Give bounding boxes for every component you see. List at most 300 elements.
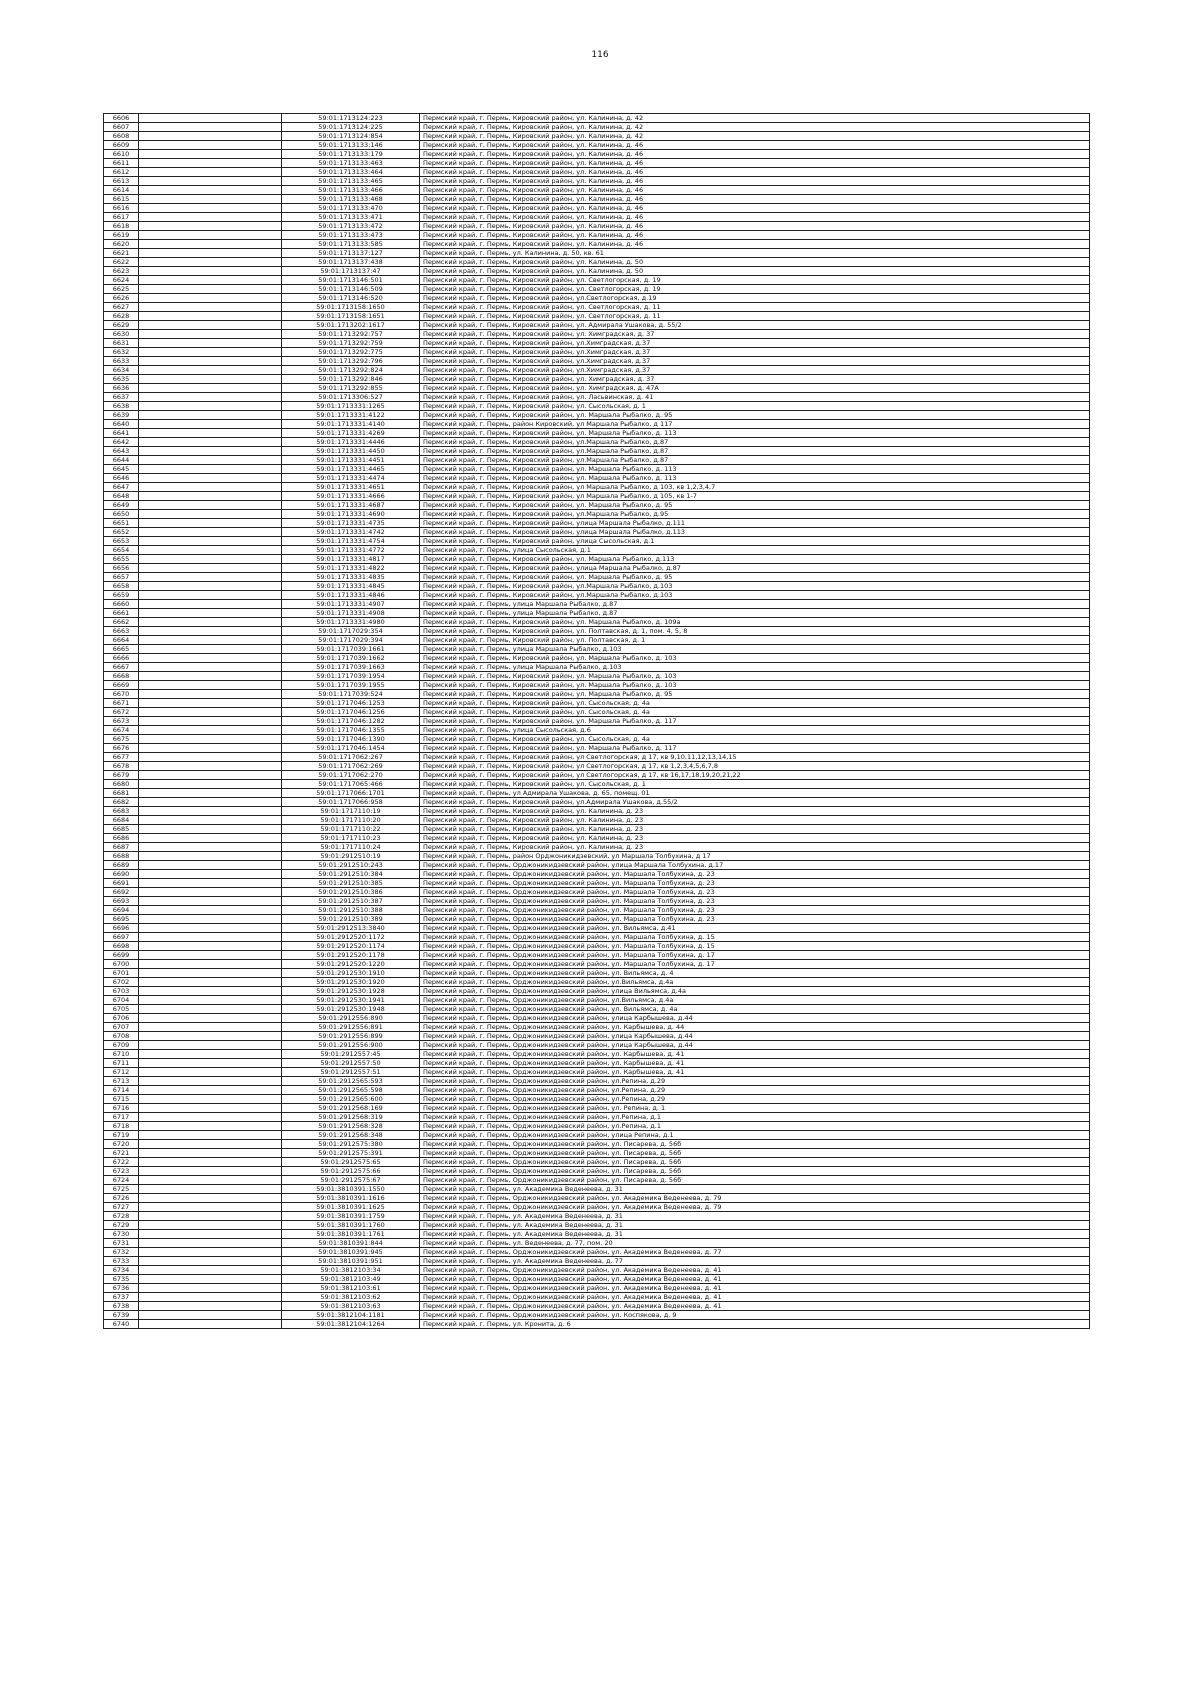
row-number-cell: 6703 <box>104 987 139 996</box>
table-row <box>104 924 1090 933</box>
address-cell: Пермский край, г. Пермь, Кировский район, ул.Химградская, д.37 <box>420 339 1090 348</box>
empty-cell <box>139 996 282 1005</box>
cadastral-number-cell: 59:01:2912530:1941 <box>282 996 420 1005</box>
table-row <box>104 1221 1090 1230</box>
table-row <box>104 1113 1090 1122</box>
empty-cell <box>139 366 282 375</box>
address-cell: Пермский край, г. Пермь, Орджоникидзевский район, ул. Писарева, д. 56б <box>420 1176 1090 1185</box>
address-cell: Пермский край, г. Пермь, Орджоникидзевский район, улица Репина, д.1 <box>420 1131 1090 1140</box>
empty-cell <box>139 969 282 978</box>
table-row <box>104 114 1090 123</box>
address-cell: Пермский край, г. Пермь, Орджоникидзевский район, ул. Маршала Толбухина, д. 23 <box>420 879 1090 888</box>
row-number-cell: 6610 <box>104 150 139 159</box>
cadastral-number-cell: 59:01:2912575:65 <box>282 1158 420 1167</box>
empty-cell <box>139 177 282 186</box>
cadastral-number-cell: 59:01:1713331:4474 <box>282 474 420 483</box>
empty-cell <box>139 1113 282 1122</box>
cadastral-number-cell: 59:01:2912520:1174 <box>282 942 420 951</box>
address-cell: Пермский край, г. Пермь, Орджоникидзевский район, улица Вильямса, д.4а <box>420 987 1090 996</box>
empty-cell <box>139 825 282 834</box>
table-row <box>104 798 1090 807</box>
table-row <box>104 492 1090 501</box>
table-row <box>104 762 1090 771</box>
row-number-cell: 6730 <box>104 1230 139 1239</box>
table-row <box>104 843 1090 852</box>
table-row <box>104 870 1090 879</box>
table-row <box>104 393 1090 402</box>
address-cell: Пермский край, г. Пермь, Кировский район, ул. Маршала Рыбалко, д. 109а <box>420 618 1090 627</box>
address-cell: Пермский край, г. Пермь, Кировский район, ул. Маршала Рыбалко, д. 95 <box>420 411 1090 420</box>
address-cell: Пермский край, г. Пермь, Кировский район, ул.Маршала Рыбалко, д.103 <box>420 582 1090 591</box>
cadastral-number-cell: 59:01:2912568:169 <box>282 1104 420 1113</box>
row-number-cell: 6696 <box>104 924 139 933</box>
table-row <box>104 951 1090 960</box>
table-row <box>104 1014 1090 1023</box>
address-cell: Пермский край, г. Пермь, Орджоникидзевский район, ул.Репина, д.1 <box>420 1122 1090 1131</box>
cadastral-number-cell: 59:01:1713137:127 <box>282 249 420 258</box>
table-row <box>104 690 1090 699</box>
table-row <box>104 339 1090 348</box>
cadastral-number-cell: 59:01:1713331:4817 <box>282 555 420 564</box>
empty-cell <box>139 1014 282 1023</box>
row-number-cell: 6709 <box>104 1041 139 1050</box>
address-cell: Пермский край, г. Пермь, улица Маршала Рыбалко, д.87 <box>420 600 1090 609</box>
table-row <box>104 933 1090 942</box>
address-cell: Пермский край, г. Пермь, ул. Академика Веденеева, д. 31 <box>420 1212 1090 1221</box>
row-number-cell: 6647 <box>104 483 139 492</box>
address-cell: Пермский край, г. Пермь, Орджоникидзевский район, ул. Маршала Толбухина, д. 15 <box>420 942 1090 951</box>
empty-cell <box>139 222 282 231</box>
row-number-cell: 6624 <box>104 276 139 285</box>
table-row <box>104 1248 1090 1257</box>
table-row <box>104 987 1090 996</box>
table-row <box>104 654 1090 663</box>
empty-cell <box>139 708 282 717</box>
row-number-cell: 6677 <box>104 753 139 762</box>
row-number-cell: 6693 <box>104 897 139 906</box>
table-row <box>104 303 1090 312</box>
empty-cell <box>139 942 282 951</box>
empty-cell <box>139 339 282 348</box>
address-cell: Пермский край, г. Пермь, Орджоникидзевский район, улица Маршала Толбухина, д.17 <box>420 861 1090 870</box>
row-number-cell: 6679 <box>104 771 139 780</box>
table-row <box>104 942 1090 951</box>
row-number-cell: 6728 <box>104 1212 139 1221</box>
cadastral-number-cell: 59:01:1713146:501 <box>282 276 420 285</box>
address-cell: Пермский край, г. Пермь, Орджоникидзевский район, ул. Академика Веденеева, д. 41 <box>420 1293 1090 1302</box>
table-row <box>104 429 1090 438</box>
table-row <box>104 1041 1090 1050</box>
row-number-cell: 6727 <box>104 1203 139 1212</box>
row-number-cell: 6643 <box>104 447 139 456</box>
address-cell: Пермский край, г. Пермь, Орджоникидзевский район, ул. Вильямса, д. 4а <box>420 1005 1090 1014</box>
empty-cell <box>139 582 282 591</box>
empty-cell <box>139 321 282 330</box>
address-cell: Пермский край, г. Пермь, Орджоникидзевский район, ул. Маршала Толбухина, д. 23 <box>420 888 1090 897</box>
address-cell: Пермский край, г. Пермь, ул. Академика Веденеева, д. 77 <box>420 1257 1090 1266</box>
table-row <box>104 1302 1090 1311</box>
table-row <box>104 312 1090 321</box>
row-number-cell: 6675 <box>104 735 139 744</box>
empty-cell <box>139 555 282 564</box>
empty-cell <box>139 987 282 996</box>
row-number-cell: 6655 <box>104 555 139 564</box>
address-cell: Пермский край, г. Пермь, Орджоникидзевский район, ул. Маршала Толбухина, д. 17 <box>420 960 1090 969</box>
empty-cell <box>139 276 282 285</box>
empty-cell <box>139 636 282 645</box>
address-cell: Пермский край, г. Пермь, Кировский район, ул. Сысольская, д. 1 <box>420 402 1090 411</box>
table-row <box>104 708 1090 717</box>
row-number-cell: 6698 <box>104 942 139 951</box>
cadastral-number-cell: 59:01:3810391:1760 <box>282 1221 420 1230</box>
table-row <box>104 609 1090 618</box>
cadastral-number-cell: 59:01:1713133:463 <box>282 159 420 168</box>
empty-cell <box>139 663 282 672</box>
cadastral-number-cell: 59:01:1713331:4980 <box>282 618 420 627</box>
row-number-cell: 6658 <box>104 582 139 591</box>
cadastral-number-cell: 59:01:1713292:796 <box>282 357 420 366</box>
empty-cell <box>139 834 282 843</box>
address-cell: Пермский край, г. Пермь, Кировский район, ул. Сысольская, д. 1 <box>420 780 1090 789</box>
cadastral-number-cell: 59:01:1717062:270 <box>282 771 420 780</box>
address-cell: Пермский край, г. Пермь, Кировский район, ул. Калинина, д. 46 <box>420 195 1090 204</box>
empty-cell <box>139 600 282 609</box>
empty-cell <box>139 519 282 528</box>
table-row <box>104 960 1090 969</box>
address-cell: Пермский край, г. Пермь, Кировский район, ул.Маршала Рыбалко, д.103 <box>420 591 1090 600</box>
row-number-cell: 6710 <box>104 1050 139 1059</box>
empty-cell <box>139 465 282 474</box>
row-number-cell: 6678 <box>104 762 139 771</box>
cadastral-number-cell: 59:01:3812104:1181 <box>282 1311 420 1320</box>
address-cell: Пермский край, г. Пермь, Кировский район, ул.Маршала Рыбалко, д.95 <box>420 510 1090 519</box>
cadastral-number-cell: 59:01:1717110:20 <box>282 816 420 825</box>
address-cell: Пермский край, г. Пермь, Кировский район, ул. Светлогорская, д. 11 <box>420 303 1090 312</box>
address-cell: Пермский край, г. Пермь, Кировский район, ул. Маршала Рыбалко, д. 113 <box>420 465 1090 474</box>
row-number-cell: 6663 <box>104 627 139 636</box>
empty-cell <box>139 1176 282 1185</box>
table-row <box>104 771 1090 780</box>
address-cell: Пермский край, г. Пермь, Орджоникидзевский район, ул. Коспякова, д. 9 <box>420 1311 1090 1320</box>
cadastral-number-cell: 59:01:1713331:4835 <box>282 573 420 582</box>
table-row <box>104 465 1090 474</box>
cadastral-number-cell: 59:01:1713292:757 <box>282 330 420 339</box>
cadastral-number-cell: 59:01:1713331:4269 <box>282 429 420 438</box>
empty-cell <box>139 888 282 897</box>
cadastral-number-cell: 59:01:1717046:1454 <box>282 744 420 753</box>
empty-cell <box>139 141 282 150</box>
row-number-cell: 6650 <box>104 510 139 519</box>
table-row <box>104 672 1090 681</box>
cadastral-number-cell: 59:01:1713292:846 <box>282 375 420 384</box>
table-row <box>104 1320 1090 1329</box>
empty-cell <box>139 1239 282 1248</box>
row-number-cell: 6715 <box>104 1095 139 1104</box>
address-cell: Пермский край, г. Пермь, улица Сысольская, д.6 <box>420 726 1090 735</box>
cadastral-number-cell: 59:01:1713331:4772 <box>282 546 420 555</box>
empty-cell <box>139 1185 282 1194</box>
address-cell: Пермский край, г. Пермь, Кировский район, ул. Химградская, д. 37 <box>420 375 1090 384</box>
table-row <box>104 879 1090 888</box>
cadastral-number-cell: 59:01:1713124:225 <box>282 123 420 132</box>
empty-cell <box>139 591 282 600</box>
table-row <box>104 699 1090 708</box>
empty-cell <box>139 1158 282 1167</box>
empty-cell <box>139 672 282 681</box>
row-number-cell: 6700 <box>104 960 139 969</box>
empty-cell <box>139 816 282 825</box>
table-body <box>104 114 1090 1329</box>
empty-cell <box>139 114 282 123</box>
row-number-cell: 6654 <box>104 546 139 555</box>
empty-cell <box>139 1284 282 1293</box>
table-row <box>104 636 1090 645</box>
table-row <box>104 1050 1090 1059</box>
cadastral-number-cell: 59:01:2912568:348 <box>282 1131 420 1140</box>
cadastral-number-cell: 59:01:1717046:1256 <box>282 708 420 717</box>
address-cell: Пермский край, г. Пермь, Кировский район, ул. Калинина, д. 46 <box>420 231 1090 240</box>
cadastral-number-cell: 59:01:1717062:267 <box>282 753 420 762</box>
cadastral-number-cell: 59:01:1713292:855 <box>282 384 420 393</box>
table-row <box>104 627 1090 636</box>
empty-cell <box>139 609 282 618</box>
cadastral-number-cell: 59:01:1713331:4742 <box>282 528 420 537</box>
row-number-cell: 6722 <box>104 1158 139 1167</box>
empty-cell <box>139 951 282 960</box>
cadastral-number-cell: 59:01:1713331:4122 <box>282 411 420 420</box>
address-cell: Пермский край, г. Пермь, Кировский район, ул.Химградская, д.37 <box>420 366 1090 375</box>
row-number-cell: 6694 <box>104 906 139 915</box>
row-number-cell: 6648 <box>104 492 139 501</box>
cadastral-number-cell: 59:01:1713292:759 <box>282 339 420 348</box>
row-number-cell: 6614 <box>104 186 139 195</box>
address-cell: Пермский край, г. Пермь, Орджоникидзевский район, ул. Академика Веденеева, д. 41 <box>420 1266 1090 1275</box>
row-number-cell: 6701 <box>104 969 139 978</box>
row-number-cell: 6618 <box>104 222 139 231</box>
cadastral-number-cell: 59:01:1713331:4465 <box>282 465 420 474</box>
address-cell: Пермский край, г. Пермь, Кировский район, ул. Маршала Рыбалко, д. 103 <box>420 681 1090 690</box>
table-row <box>104 1239 1090 1248</box>
address-cell: Пермский край, г. Пермь, Кировский район, улица Маршала Рыбалко, д.87 <box>420 564 1090 573</box>
address-cell: Пермский край, г. Пермь, Орджоникидзевский район, ул. Писарева, д. 56б <box>420 1140 1090 1149</box>
address-cell: Пермский край, г. Пермь, Кировский район, ул. Калинина, д. 50 <box>420 258 1090 267</box>
empty-cell <box>139 1230 282 1239</box>
table-row <box>104 231 1090 240</box>
empty-cell <box>139 1194 282 1203</box>
address-cell: Пермский край, г. Пермь, Орджоникидзевский район, ул. Карбышева, д. 41 <box>420 1068 1090 1077</box>
row-number-cell: 6657 <box>104 573 139 582</box>
cadastral-number-cell: 59:01:1713331:4651 <box>282 483 420 492</box>
row-number-cell: 6612 <box>104 168 139 177</box>
row-number-cell: 6707 <box>104 1023 139 1032</box>
cadastral-number-cell: 59:01:3812104:1264 <box>282 1320 420 1329</box>
table-row <box>104 753 1090 762</box>
table-row <box>104 1032 1090 1041</box>
address-cell: Пермский край, г. Пермь, Кировский район, ул.Маршала Рыбалко, д.87 <box>420 456 1090 465</box>
empty-cell <box>139 744 282 753</box>
address-cell: Пермский край, г. Пермь, Кировский район, улица Сысольская, д.1 <box>420 537 1090 546</box>
cadastral-number-cell: 59:01:2912520:1220 <box>282 960 420 969</box>
address-cell: Пермский край, г. Пермь, Орджоникидзевский район, ул.Репина, д.29 <box>420 1095 1090 1104</box>
row-number-cell: 6712 <box>104 1068 139 1077</box>
empty-cell <box>139 618 282 627</box>
empty-cell <box>139 1104 282 1113</box>
cadastral-number-cell: 59:01:1713331:4666 <box>282 492 420 501</box>
cadastral-number-cell: 59:01:1713331:1265 <box>282 402 420 411</box>
row-number-cell: 6734 <box>104 1266 139 1275</box>
table-row <box>104 555 1090 564</box>
cadastral-number-cell: 59:01:2912556:891 <box>282 1023 420 1032</box>
table-row <box>104 681 1090 690</box>
empty-cell <box>139 654 282 663</box>
address-cell: Пермский край, г. Пермь, улица Сысольская, д.1 <box>420 546 1090 555</box>
row-number-cell: 6668 <box>104 672 139 681</box>
address-cell: Пермский край, г. Пермь, Кировский район, ул.Химградская, д.37 <box>420 348 1090 357</box>
empty-cell <box>139 1032 282 1041</box>
row-number-cell: 6625 <box>104 285 139 294</box>
table-row <box>104 618 1090 627</box>
row-number-cell: 6652 <box>104 528 139 537</box>
cadastral-number-cell: 59:01:1717029:354 <box>282 627 420 636</box>
address-cell: Пермский край, г. Пермь, Кировский район, ул. Калинина, д. 46 <box>420 204 1090 213</box>
table-row <box>104 537 1090 546</box>
empty-cell <box>139 978 282 987</box>
table-row <box>104 348 1090 357</box>
address-cell: Пермский край, г. Пермь, Орджоникидзевский район, ул. Маршала Толбухина, д. 23 <box>420 897 1090 906</box>
row-number-cell: 6629 <box>104 321 139 330</box>
cadastral-number-cell: 59:01:2912557:50 <box>282 1059 420 1068</box>
table-row <box>104 1023 1090 1032</box>
empty-cell <box>139 186 282 195</box>
table-row <box>104 501 1090 510</box>
row-number-cell: 6717 <box>104 1113 139 1122</box>
table-row <box>104 1293 1090 1302</box>
cadastral-number-cell: 59:01:1713292:824 <box>282 366 420 375</box>
table-row <box>104 447 1090 456</box>
row-number-cell: 6672 <box>104 708 139 717</box>
address-cell: Пермский край, г. Пермь, Орджоникидзевский район, улица Карбышева, д.44 <box>420 1032 1090 1041</box>
address-cell: Пермский край, г. Пермь, Орджоникидзевский район, ул. Маршала Толбухина, д. 23 <box>420 870 1090 879</box>
address-cell: Пермский край, г. Пермь, Кировский район, ул Светлогорская, д 17, кв 9,10,11,12,13,14,15 <box>420 753 1090 762</box>
row-number-cell: 6685 <box>104 825 139 834</box>
cadastral-number-cell: 59:01:1717062:269 <box>282 762 420 771</box>
cadastral-number-cell: 59:01:2912530:1920 <box>282 978 420 987</box>
table-row <box>104 1257 1090 1266</box>
cadastral-number-cell: 59:01:1713124:223 <box>282 114 420 123</box>
row-number-cell: 6631 <box>104 339 139 348</box>
address-cell: Пермский край, г. Пермь, ул. Веденеева, д. 77, пом. 20 <box>420 1239 1090 1248</box>
table-row <box>104 1131 1090 1140</box>
row-number-cell: 6635 <box>104 375 139 384</box>
row-number-cell: 6711 <box>104 1059 139 1068</box>
address-cell: Пермский край, г. Пермь, Орджоникидзевский район, ул. Маршала Толбухина, д. 17 <box>420 951 1090 960</box>
address-cell: Пермский край, г. Пермь, Орджоникидзевский район, ул. Академика Веденеева, д. 41 <box>420 1302 1090 1311</box>
row-number-cell: 6721 <box>104 1149 139 1158</box>
cadastral-number-cell: 59:01:2912510:243 <box>282 861 420 870</box>
row-number-cell: 6676 <box>104 744 139 753</box>
address-cell: Пермский край, г. Пермь, Кировский район, ул. Маршала Рыбалко, д. 117 <box>420 717 1090 726</box>
row-number-cell: 6692 <box>104 888 139 897</box>
address-cell: Пермский край, г. Пермь, Орджоникидзевский район, ул. Маршала Толбухина, д. 15 <box>420 933 1090 942</box>
empty-cell <box>139 1050 282 1059</box>
table-row <box>104 1203 1090 1212</box>
row-number-cell: 6609 <box>104 141 139 150</box>
address-cell: Пермский край, г. Пермь, улица Маршала Рыбалко, д.103 <box>420 645 1090 654</box>
address-cell: Пермский край, г. Пермь, Кировский район, ул. Маршала Рыбалко, д. 95 <box>420 690 1090 699</box>
empty-cell <box>139 573 282 582</box>
row-number-cell: 6649 <box>104 501 139 510</box>
table-row <box>104 1266 1090 1275</box>
address-cell: Пермский край, г. Пермь, Кировский район, ул. Калинина, д. 23 <box>420 825 1090 834</box>
address-cell: Пермский край, г. Пермь, Орджоникидзевский район, ул. Академика Веденеева, д. 77 <box>420 1248 1090 1257</box>
row-number-cell: 6611 <box>104 159 139 168</box>
empty-cell <box>139 564 282 573</box>
address-cell: Пермский край, г. Пермь, улица Маршала Рыбалко, д.103 <box>420 663 1090 672</box>
table-row <box>104 510 1090 519</box>
row-number-cell: 6659 <box>104 591 139 600</box>
row-number-cell: 6669 <box>104 681 139 690</box>
cadastral-number-cell: 59:01:1713306:527 <box>282 393 420 402</box>
cadastral-number-cell: 59:01:1713331:4451 <box>282 456 420 465</box>
cadastral-number-cell: 59:01:1713133:466 <box>282 186 420 195</box>
table-row <box>104 258 1090 267</box>
cadastral-number-cell: 59:01:2912556:890 <box>282 1014 420 1023</box>
cadastral-number-cell: 59:01:3810391:1761 <box>282 1230 420 1239</box>
cadastral-number-cell: 59:01:1717046:1355 <box>282 726 420 735</box>
empty-cell <box>139 1149 282 1158</box>
address-cell: Пермский край, г. Пермь, Орджоникидзевский район, ул. Академика Веденеева, д. 41 <box>420 1284 1090 1293</box>
empty-cell <box>139 294 282 303</box>
address-cell: Пермский край, г. Пермь, Орджоникидзевский район, ул.Репина, д.29 <box>420 1077 1090 1086</box>
cadastral-number-cell: 59:01:1713133:146 <box>282 141 420 150</box>
cadastral-number-cell: 59:01:1717065:466 <box>282 780 420 789</box>
row-number-cell: 6720 <box>104 1140 139 1149</box>
empty-cell <box>139 240 282 249</box>
table-row <box>104 1122 1090 1131</box>
row-number-cell: 6704 <box>104 996 139 1005</box>
row-number-cell: 6622 <box>104 258 139 267</box>
row-number-cell: 6718 <box>104 1122 139 1131</box>
empty-cell <box>139 1248 282 1257</box>
address-cell: Пермский край, г. Пермь, Орджоникидзевский район, улица Карбышева, д.44 <box>420 1041 1090 1050</box>
row-number-cell: 6626 <box>104 294 139 303</box>
table-row <box>104 744 1090 753</box>
row-number-cell: 6686 <box>104 834 139 843</box>
cadastral-number-cell: 59:01:1713133:585 <box>282 240 420 249</box>
table-row <box>104 807 1090 816</box>
table-row <box>104 474 1090 483</box>
cadastral-number-cell: 59:01:1713331:4140 <box>282 420 420 429</box>
address-cell: Пермский край, г. Пермь, Кировский район, ул.Маршала Рыбалко, д.87 <box>420 438 1090 447</box>
cadastral-number-cell: 59:01:1713331:4754 <box>282 537 420 546</box>
empty-cell <box>139 492 282 501</box>
cadastral-number-cell: 59:01:2912568:328 <box>282 1122 420 1131</box>
empty-cell <box>139 348 282 357</box>
address-cell: Пермский край, г. Пермь, Кировский район, ул. Маршала Рыбалко, д. 113 <box>420 474 1090 483</box>
cadastral-number-cell: 59:01:1717039:1954 <box>282 672 420 681</box>
table-row <box>104 240 1090 249</box>
row-number-cell: 6617 <box>104 213 139 222</box>
empty-cell <box>139 483 282 492</box>
row-number-cell: 6641 <box>104 429 139 438</box>
address-cell: Пермский край, г. Пермь, Кировский район, ул. Калинина, д. 46 <box>420 222 1090 231</box>
cadastral-number-cell: 59:01:1713133:465 <box>282 177 420 186</box>
table-row <box>104 141 1090 150</box>
table-row <box>104 897 1090 906</box>
empty-cell <box>139 1293 282 1302</box>
address-cell: Пермский край, г. Пермь, Кировский район, ул. Сысольская, д. 4а <box>420 708 1090 717</box>
row-number-cell: 6628 <box>104 312 139 321</box>
